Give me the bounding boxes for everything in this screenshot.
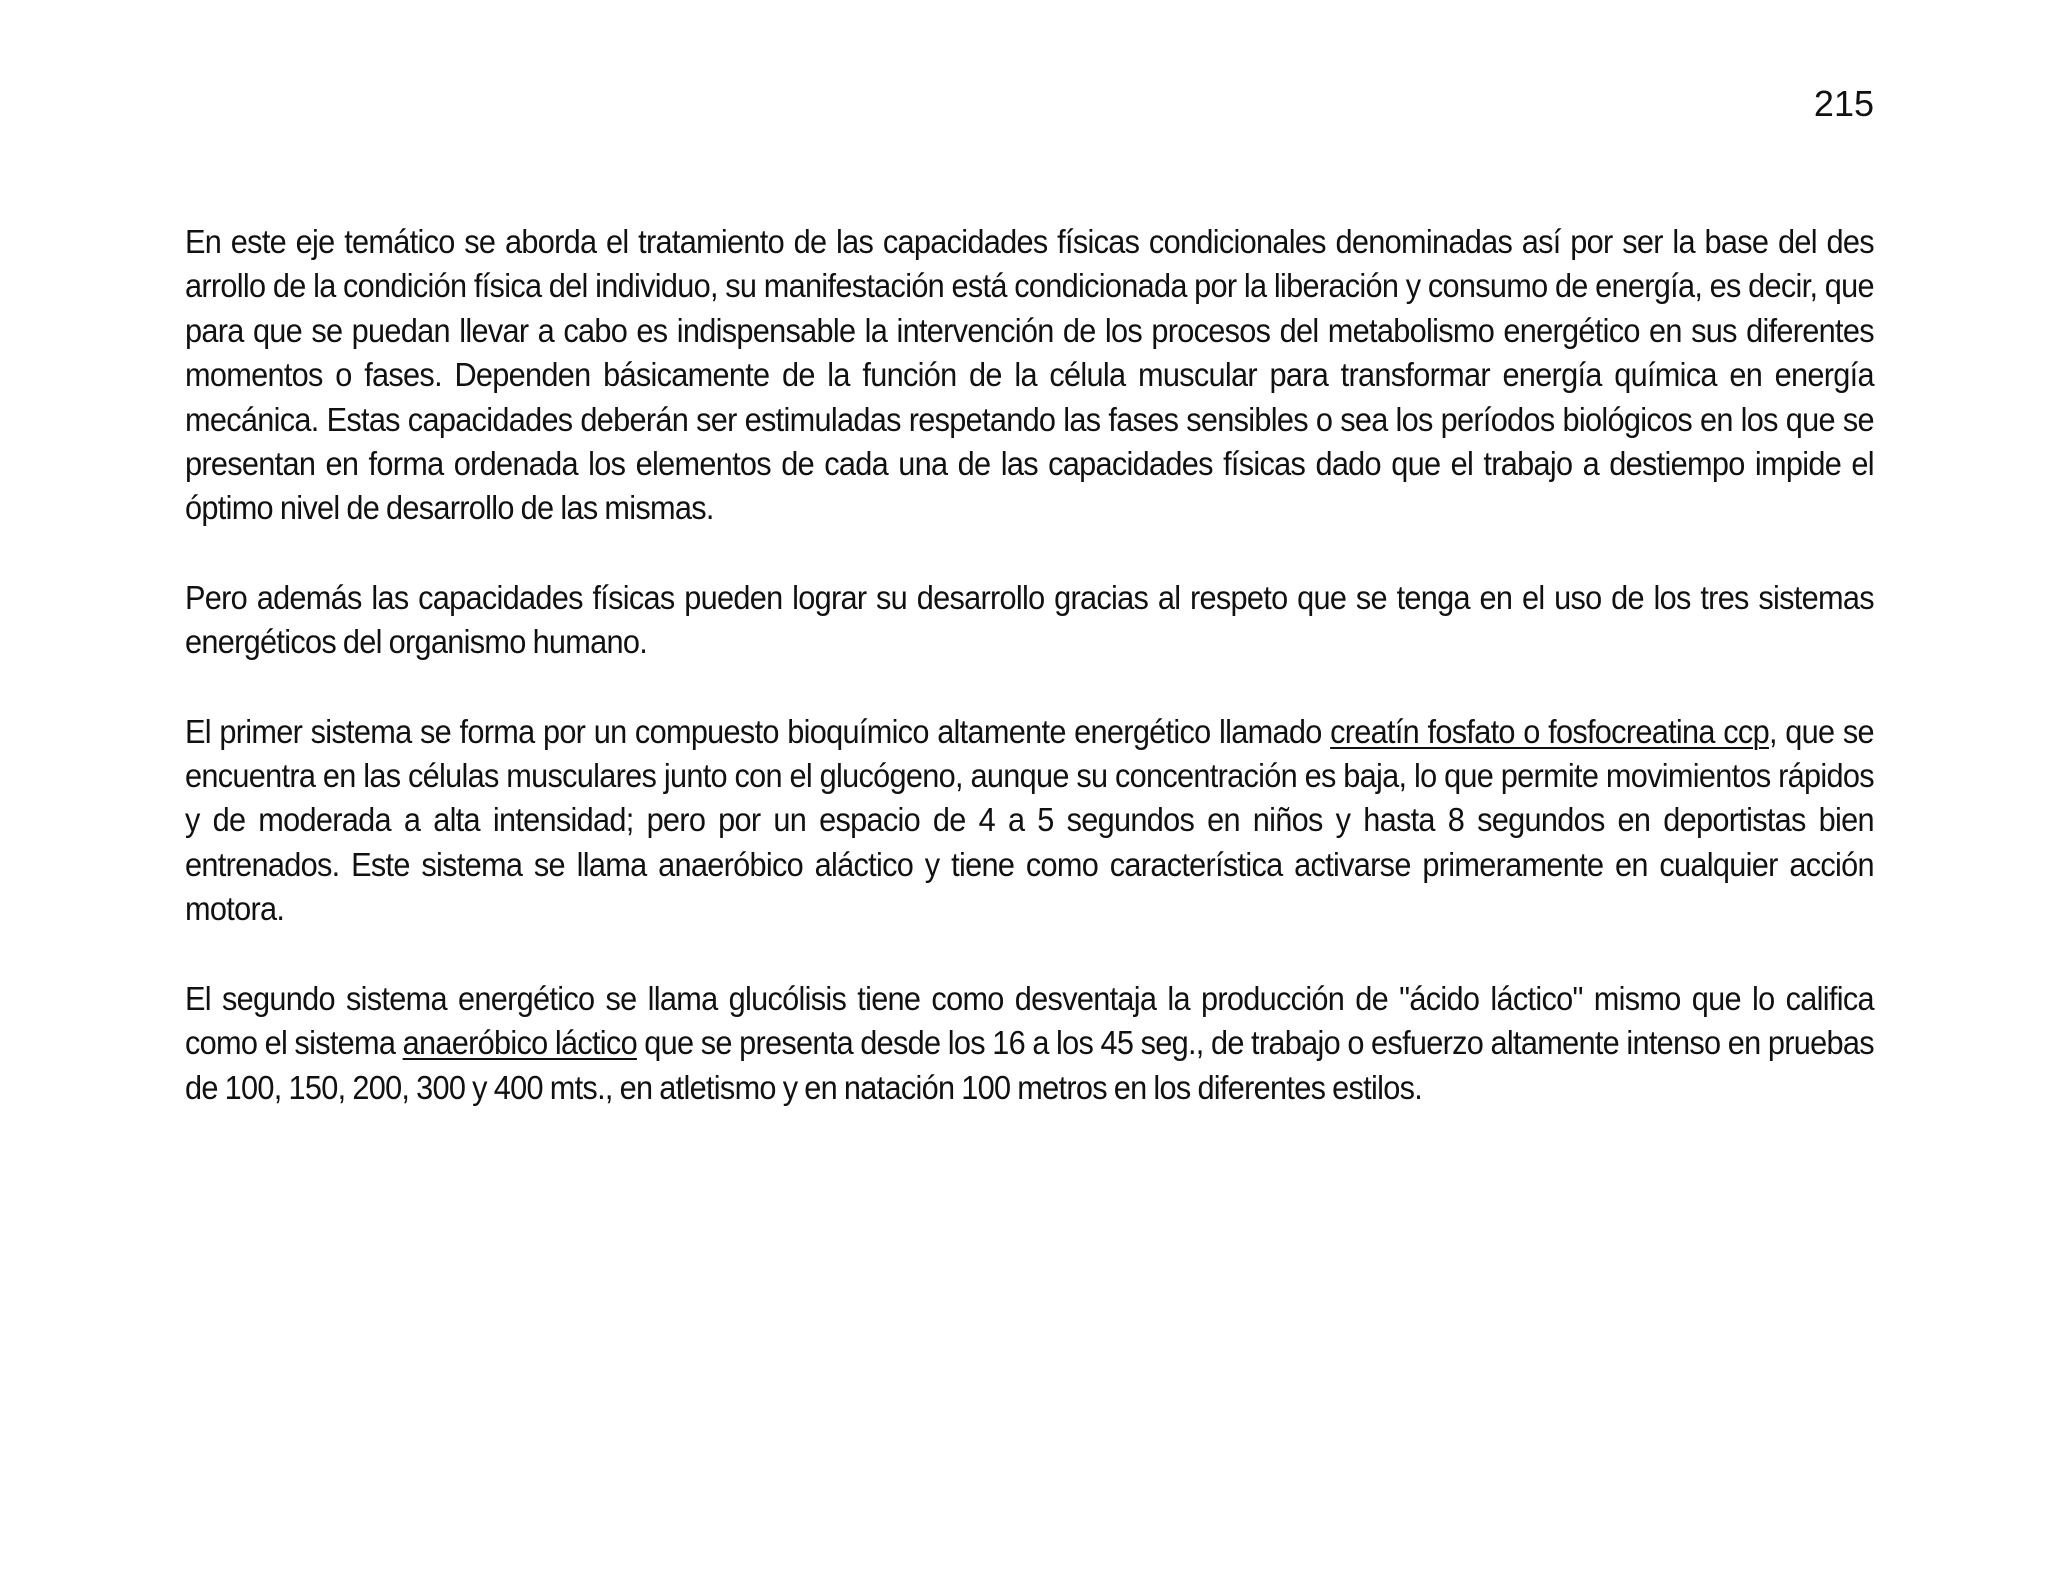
paragraph-segundo-sistema-intro: El segundo sistema energético se llama glucólisis tiene como desventaja la producción de "ácido láctico" mismo que lo califica como el sistema <box>185 979 1874 1062</box>
underlined-term-fosfocreatina: creatín fosfato o fosfocreatina ccp <box>1330 712 1769 750</box>
paragraph-primer-sistema <box>185 710 1874 932</box>
paragraph-primer-sistema-intro: El primer sistema se forma por un compuesto bioquímico altamente energético llamado <box>185 712 1331 750</box>
document-body <box>185 220 1874 1155</box>
page-number: 215 <box>1813 83 1874 124</box>
paragraph-sistemas-energeticos: Pero además las capacidades físicas pueden lograr su desarrollo gracias al respeto que se tenga en el uso de los tres sistemas energéticos del organismo humano. <box>185 578 1874 661</box>
underlined-term-anaerobico-lactico: anaeróbico láctico <box>402 1024 637 1062</box>
paragraph-capacidades-fisicas: En este eje temático se aborda el tratamiento de las capacidades físicas condicionales denominadas así por ser la base del des arrollo de la condición física del individuo, su manifestación está condicionada por la liberación y consumo de energía, es decir, que para que se puedan llevar a cabo es indispensable la intervención de los procesos del metabolismo energético en sus diferentes momentos o fases. Dependen básicamente de la función de la célula muscular para transformar energía química en energía mecánica. Estas capacidades deberán ser estimuladas respetando las fases sensibles o sea los períodos biológicos en los que se presentan en forma ordenada los elementos de cada una de las capacidades físicas dado que el trabajo a destiempo impide el óptimo nivel de desarrollo de las mismas. <box>185 223 1874 527</box>
paragraph-primer-sistema-rest: , que se encuentra en las células musculares junto con el glucógeno, aunque su concentración es baja, lo que permite movimientos rápidos y de moderada a alta intensidad; pero por un espacio de 4 a 5 segundos en niños y hasta 8 segundos en deportistas bien entrenados. Este sistema se llama anaeróbico aláctico y tiene como característica activarse primeramente en cualquier acción motora. <box>185 712 1874 928</box>
paragraph-segundo-sistema <box>185 977 1874 1110</box>
paragraph-segundo-sistema-rest: que se presenta desde los 16 a los 45 seg., de trabajo o esfuerzo altamente intenso en pruebas de 100, 150, 200, 300 y 400 mts., en atletismo y en natación 100 metros en los diferentes estilos. <box>185 1024 1874 1106</box>
